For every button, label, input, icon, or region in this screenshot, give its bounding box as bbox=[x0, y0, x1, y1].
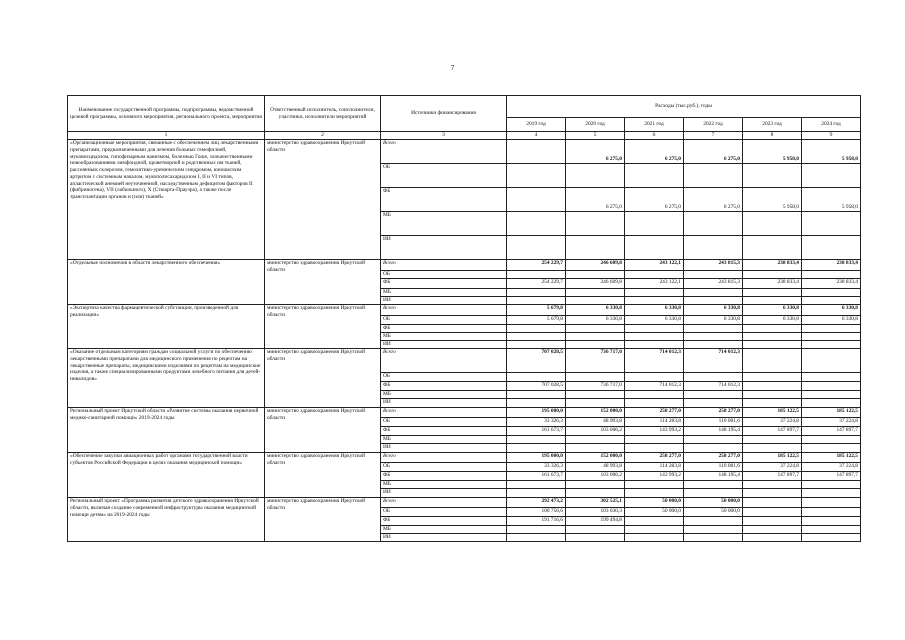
amount-cell bbox=[684, 373, 743, 382]
amount-cell bbox=[625, 373, 684, 382]
amount-cell bbox=[802, 212, 861, 236]
amount-cell bbox=[802, 382, 861, 391]
funding-source: МБ bbox=[381, 436, 507, 444]
amount-cell bbox=[625, 297, 684, 305]
table-row bbox=[68, 349, 861, 373]
amount-cell bbox=[684, 526, 743, 534]
funding-source: ФБ bbox=[381, 427, 507, 436]
amount-cell: 258 277,0 bbox=[684, 453, 743, 463]
amount-cell bbox=[507, 333, 566, 341]
amount-cell bbox=[743, 333, 802, 341]
funding-source: ОБ bbox=[381, 463, 507, 472]
amount-cell bbox=[684, 534, 743, 542]
amount-cell bbox=[507, 236, 566, 260]
funding-source: ФБ bbox=[381, 188, 507, 212]
amount-cell: 195 000,0 bbox=[507, 408, 566, 418]
amount-cell bbox=[625, 236, 684, 260]
funding-source: МБ bbox=[381, 481, 507, 489]
amount-cell bbox=[507, 164, 566, 188]
amount-cell: 185 122,5 bbox=[743, 453, 802, 463]
funding-source: ФБ bbox=[381, 472, 507, 481]
amount-cell bbox=[743, 297, 802, 305]
amount-cell: 6 330,8 bbox=[625, 316, 684, 325]
amount-cell bbox=[802, 297, 861, 305]
amount-cell bbox=[743, 399, 802, 408]
amount-cell: 33 326,3 bbox=[507, 418, 566, 427]
amount-cell bbox=[566, 325, 625, 333]
funding-source: ИИ bbox=[381, 297, 507, 305]
table-body bbox=[68, 140, 861, 542]
amount-cell bbox=[802, 373, 861, 382]
amount-cell bbox=[684, 289, 743, 297]
amount-cell bbox=[566, 164, 625, 188]
amount-cell: 50 000,0 bbox=[684, 498, 743, 508]
funding-source: ИИ bbox=[381, 236, 507, 260]
col-number: 4 bbox=[507, 132, 566, 140]
table-row bbox=[68, 140, 861, 164]
amount-cell: 103 006,2 bbox=[566, 427, 625, 436]
funding-source: ОБ bbox=[381, 418, 507, 427]
amount-cell bbox=[743, 508, 802, 517]
financing-table bbox=[67, 95, 861, 542]
amount-cell: 243 815,3 bbox=[684, 279, 743, 289]
amount-cell bbox=[566, 534, 625, 542]
amount-cell: 148 195,4 bbox=[684, 427, 743, 436]
funding-source: ОБ bbox=[381, 316, 507, 325]
col-number: 6 bbox=[625, 132, 684, 140]
amount-cell: 238 833,4 bbox=[743, 260, 802, 271]
amount-cell bbox=[566, 489, 625, 498]
amount-cell: 147 897,7 bbox=[802, 427, 861, 436]
amount-cell bbox=[684, 325, 743, 333]
amount-cell bbox=[743, 444, 802, 453]
amount-cell: 147 897,7 bbox=[743, 472, 802, 481]
measure-name: «Организационные мероприятия, связанные с обеспечением лиц лекарственными препаратами, предназначенными для лечения больных гемофилией, муковисцидозом, гипофизарным нанизмом, болезнью Гоше, злокачественными новообразованиями лимфоидной, кроветворной и родственных им тканей, рассеянным склерозом, гемолитико-уремическим синдромом, юношеским артритом с системным началом, мукополисахаридозом I, II и VI типов, апластической анемией неуточненной, наследственным дефицитом факторов II (фибриногена), VII (лабильного), X (Стюарта-Прауэра), а также после трансплантации органов и (или) тканей» bbox=[68, 140, 265, 260]
amount-cell bbox=[743, 489, 802, 498]
amount-cell bbox=[802, 526, 861, 534]
amount-cell bbox=[625, 526, 684, 534]
amount-cell bbox=[743, 391, 802, 399]
amount-cell bbox=[802, 399, 861, 408]
amount-cell: 195 000,0 bbox=[507, 453, 566, 463]
amount-cell bbox=[743, 373, 802, 382]
amount-cell: 243 122,1 bbox=[625, 279, 684, 289]
amount-cell: 114 283,8 bbox=[625, 418, 684, 427]
amount-cell: 714 012,3 bbox=[684, 349, 743, 373]
col-number: 9 bbox=[802, 132, 861, 140]
amount-cell: 5 679,8 bbox=[507, 305, 566, 316]
amount-cell bbox=[625, 534, 684, 542]
amount-cell: 5 958,0 bbox=[743, 140, 802, 164]
amount-cell bbox=[684, 489, 743, 498]
funding-source: МБ bbox=[381, 333, 507, 341]
amount-cell bbox=[684, 212, 743, 236]
amount-cell bbox=[625, 399, 684, 408]
amount-cell bbox=[684, 391, 743, 399]
amount-cell: 50 000,0 bbox=[625, 498, 684, 508]
amount-cell: 114 283,8 bbox=[625, 463, 684, 472]
amount-cell bbox=[802, 481, 861, 489]
amount-cell: 238 833,4 bbox=[802, 260, 861, 271]
amount-cell bbox=[507, 534, 566, 542]
amount-cell bbox=[802, 325, 861, 333]
funding-source: ОБ bbox=[381, 373, 507, 382]
funding-source: ИИ bbox=[381, 341, 507, 349]
amount-cell: 185 122,5 bbox=[743, 408, 802, 418]
amount-cell: 148 195,4 bbox=[684, 472, 743, 481]
funding-source: ИИ bbox=[381, 444, 507, 453]
amount-cell bbox=[743, 289, 802, 297]
measure-name: «Обеспечение закупки авиационных работ органами государственной власти субъектов Российской Федерации в целях оказания медицинской помощи» bbox=[68, 453, 265, 498]
amount-cell: 243 815,3 bbox=[684, 260, 743, 271]
amount-cell: 5 958,0 bbox=[802, 140, 861, 164]
amount-cell: 161 673,7 bbox=[507, 427, 566, 436]
amount-cell bbox=[566, 526, 625, 534]
col-number: 8 bbox=[743, 132, 802, 140]
amount-cell bbox=[743, 236, 802, 260]
amount-cell: 185 122,5 bbox=[802, 408, 861, 418]
header-year: 2020 год bbox=[566, 118, 625, 132]
amount-cell bbox=[625, 481, 684, 489]
amount-cell bbox=[507, 271, 566, 279]
funding-source: Всего bbox=[381, 305, 507, 316]
amount-cell bbox=[684, 271, 743, 279]
amount-cell bbox=[743, 325, 802, 333]
amount-cell bbox=[802, 534, 861, 542]
amount-cell: 147 897,7 bbox=[802, 472, 861, 481]
amount-cell: 100 756,6 bbox=[507, 508, 566, 517]
header-source: Источники финансирования bbox=[381, 96, 507, 132]
amount-cell: 258 277,0 bbox=[625, 453, 684, 463]
amount-cell bbox=[802, 236, 861, 260]
executor: министерство здравоохранения Иркутской области bbox=[265, 498, 381, 542]
amount-cell bbox=[507, 341, 566, 349]
funding-source: МБ bbox=[381, 526, 507, 534]
funding-source: ОБ bbox=[381, 164, 507, 188]
amount-cell bbox=[507, 297, 566, 305]
amount-cell: 6 330,8 bbox=[802, 305, 861, 316]
amount-cell bbox=[684, 297, 743, 305]
amount-cell: 707 028,5 bbox=[507, 349, 566, 373]
amount-cell bbox=[625, 333, 684, 341]
header-expenses: Расходы (тыс.руб.), годы bbox=[507, 96, 861, 118]
amount-cell bbox=[566, 481, 625, 489]
col-number: 7 bbox=[684, 132, 743, 140]
amount-cell bbox=[684, 236, 743, 260]
amount-cell: 707 028,5 bbox=[507, 382, 566, 391]
amount-cell: 147 897,7 bbox=[743, 427, 802, 436]
amount-cell: 37 224,8 bbox=[743, 418, 802, 427]
amount-cell bbox=[625, 164, 684, 188]
funding-source: МБ bbox=[381, 391, 507, 399]
amount-cell bbox=[743, 341, 802, 349]
amount-cell bbox=[625, 517, 684, 526]
funding-source: ИИ bbox=[381, 489, 507, 498]
amount-cell bbox=[743, 382, 802, 391]
amount-cell bbox=[684, 444, 743, 453]
funding-source: ОБ bbox=[381, 508, 507, 517]
page-number: 7 bbox=[450, 64, 455, 72]
amount-cell: 5 958,0 bbox=[802, 188, 861, 212]
table-row bbox=[68, 305, 861, 316]
amount-cell: 6 330,8 bbox=[802, 316, 861, 325]
amount-cell bbox=[625, 444, 684, 453]
amount-cell: 238 833,4 bbox=[802, 279, 861, 289]
amount-cell: 143 993,2 bbox=[625, 427, 684, 436]
amount-cell: 110 081,6 bbox=[684, 463, 743, 472]
amount-cell bbox=[802, 341, 861, 349]
header-name: Наименование государственной программы, подпрограммы, ведомственной целевой программы, основного мероприятия, регионального проекта, мероприятия bbox=[68, 96, 265, 132]
amount-cell: 191 716,6 bbox=[507, 517, 566, 526]
amount-cell: 6 330,8 bbox=[566, 316, 625, 325]
amount-cell bbox=[802, 164, 861, 188]
amount-cell bbox=[802, 498, 861, 508]
amount-cell bbox=[507, 436, 566, 444]
amount-cell: 246 609,8 bbox=[566, 260, 625, 271]
header-year: 2023 год bbox=[743, 118, 802, 132]
amount-cell bbox=[743, 498, 802, 508]
amount-cell bbox=[507, 289, 566, 297]
header-year: 2022 год bbox=[684, 118, 743, 132]
col-number: 2 bbox=[265, 132, 381, 140]
amount-cell: 258 277,0 bbox=[625, 408, 684, 418]
measure-name: «Отдельные полномочия в области лекарственного обеспечения» bbox=[68, 260, 265, 305]
amount-cell: 37 224,8 bbox=[802, 418, 861, 427]
header-year: 2019 год bbox=[507, 118, 566, 132]
amount-cell: 302 525,1 bbox=[566, 498, 625, 508]
amount-cell: 6 275,0 bbox=[566, 140, 625, 164]
amount-cell: 246 609,8 bbox=[566, 279, 625, 289]
funding-source: Всего bbox=[381, 349, 507, 373]
amount-cell bbox=[566, 289, 625, 297]
amount-cell: 292 473,2 bbox=[507, 498, 566, 508]
amount-cell bbox=[507, 391, 566, 399]
amount-cell bbox=[684, 341, 743, 349]
amount-cell bbox=[507, 526, 566, 534]
amount-cell bbox=[684, 517, 743, 526]
amount-cell: 152 000,0 bbox=[566, 408, 625, 418]
amount-cell: 6 275,0 bbox=[625, 140, 684, 164]
amount-cell bbox=[684, 481, 743, 489]
amount-cell bbox=[566, 333, 625, 341]
table-row bbox=[68, 408, 861, 418]
amount-cell bbox=[802, 349, 861, 373]
amount-cell bbox=[802, 489, 861, 498]
amount-cell: 6 275,0 bbox=[684, 140, 743, 164]
funding-source: Всего bbox=[381, 260, 507, 271]
executor: министерство здравоохранения Иркутской области bbox=[265, 140, 381, 260]
funding-source: ФБ bbox=[381, 279, 507, 289]
amount-cell bbox=[566, 391, 625, 399]
amount-cell bbox=[743, 212, 802, 236]
amount-cell bbox=[743, 164, 802, 188]
funding-source: ОБ bbox=[381, 271, 507, 279]
amount-cell: 5 958,0 bbox=[743, 188, 802, 212]
amount-cell bbox=[566, 212, 625, 236]
amount-cell bbox=[566, 341, 625, 349]
header-executor: Ответственный исполнитель, соисполнители, участники, исполнители мероприятий bbox=[265, 96, 381, 132]
funding-source: МБ bbox=[381, 212, 507, 236]
amount-cell: 152 000,0 bbox=[566, 453, 625, 463]
amount-cell: 6 275,0 bbox=[625, 188, 684, 212]
amount-cell bbox=[743, 526, 802, 534]
measure-name: Региональный проект Иркутской области «Развитие системы оказания первичной медико-санитарной помощи» 2019-2024 годы bbox=[68, 408, 265, 453]
amount-cell bbox=[625, 341, 684, 349]
amount-cell bbox=[802, 436, 861, 444]
amount-cell bbox=[743, 271, 802, 279]
executor: министерство здравоохранения Иркутской области bbox=[265, 408, 381, 453]
funding-source: ИИ bbox=[381, 399, 507, 408]
amount-cell bbox=[507, 444, 566, 453]
amount-cell bbox=[507, 140, 566, 164]
amount-cell: 143 993,2 bbox=[625, 472, 684, 481]
funding-source: ФБ bbox=[381, 382, 507, 391]
executor: министерство здравоохранения Иркутской области bbox=[265, 305, 381, 349]
amount-cell: 714 012,3 bbox=[625, 382, 684, 391]
amount-cell: 714 012,3 bbox=[625, 349, 684, 373]
measure-name: «Экспертиза качества фармацевтической субстанции, произведенной для реализации» bbox=[68, 305, 265, 349]
amount-cell bbox=[507, 188, 566, 212]
amount-cell: 33 326,3 bbox=[507, 463, 566, 472]
amount-cell: 6 330,8 bbox=[743, 316, 802, 325]
amount-cell: 6 330,8 bbox=[684, 305, 743, 316]
amount-cell bbox=[625, 436, 684, 444]
amount-cell bbox=[743, 481, 802, 489]
amount-cell bbox=[684, 399, 743, 408]
amount-cell bbox=[566, 236, 625, 260]
executor: министерство здравоохранения Иркутской области bbox=[265, 260, 381, 305]
amount-cell: 258 277,0 bbox=[684, 408, 743, 418]
executor: министерство здравоохранения Иркутской области bbox=[265, 453, 381, 498]
amount-cell bbox=[566, 271, 625, 279]
executor: министерство здравоохранения Иркутской области bbox=[265, 349, 381, 408]
funding-source: ИИ bbox=[381, 534, 507, 542]
amount-cell bbox=[802, 289, 861, 297]
amount-cell bbox=[507, 325, 566, 333]
amount-cell: 238 833,4 bbox=[743, 279, 802, 289]
amount-cell: 37 224,8 bbox=[802, 463, 861, 472]
amount-cell bbox=[743, 517, 802, 526]
amount-cell: 48 993,8 bbox=[566, 463, 625, 472]
amount-cell: 161 673,7 bbox=[507, 472, 566, 481]
amount-cell: 736 717,0 bbox=[566, 382, 625, 391]
amount-cell: 103 006,2 bbox=[566, 472, 625, 481]
amount-cell bbox=[802, 508, 861, 517]
funding-source: ФБ bbox=[381, 325, 507, 333]
table-row bbox=[68, 453, 861, 463]
funding-source: Всего bbox=[381, 453, 507, 463]
amount-cell: 5 679,8 bbox=[507, 316, 566, 325]
amount-cell bbox=[507, 212, 566, 236]
amount-cell bbox=[743, 436, 802, 444]
amount-cell: 50 000,0 bbox=[684, 508, 743, 517]
amount-cell bbox=[802, 391, 861, 399]
amount-cell bbox=[625, 212, 684, 236]
amount-cell bbox=[566, 297, 625, 305]
measure-name: Региональный проект «Программа развития детского здравоохранения Иркутской области, включая создание современной инфраструктуры оказания медицинской помощи детям» на 2019-2024 годы bbox=[68, 498, 265, 542]
amount-cell bbox=[507, 489, 566, 498]
amount-cell bbox=[684, 436, 743, 444]
header-year: 2024 год bbox=[802, 118, 861, 132]
amount-cell bbox=[802, 444, 861, 453]
funding-source: Всего bbox=[381, 498, 507, 508]
amount-cell: 110 081,6 bbox=[684, 418, 743, 427]
funding-source: МБ bbox=[381, 289, 507, 297]
amount-cell: 185 122,5 bbox=[802, 453, 861, 463]
col-number: 5 bbox=[566, 132, 625, 140]
funding-source: ФБ bbox=[381, 517, 507, 526]
amount-cell bbox=[507, 481, 566, 489]
amount-cell: 6 275,0 bbox=[684, 188, 743, 212]
amount-cell: 199 494,8 bbox=[566, 517, 625, 526]
amount-cell bbox=[566, 399, 625, 408]
amount-cell: 6 330,8 bbox=[743, 305, 802, 316]
amount-cell: 254 229,7 bbox=[507, 279, 566, 289]
amount-cell bbox=[566, 373, 625, 382]
amount-cell: 6 330,8 bbox=[684, 316, 743, 325]
header-year: 2021 год bbox=[625, 118, 684, 132]
funding-source: Всего bbox=[381, 408, 507, 418]
amount-cell bbox=[802, 271, 861, 279]
amount-cell bbox=[507, 399, 566, 408]
amount-cell bbox=[802, 333, 861, 341]
amount-cell bbox=[566, 444, 625, 453]
amount-cell bbox=[625, 325, 684, 333]
amount-cell bbox=[684, 333, 743, 341]
amount-cell bbox=[684, 164, 743, 188]
table-row bbox=[68, 498, 861, 508]
funding-source: Всего bbox=[381, 140, 507, 164]
amount-cell: 736 717,0 bbox=[566, 349, 625, 373]
amount-cell: 103 030,3 bbox=[566, 508, 625, 517]
measure-name: «Оказание отдельным категориям граждан социальной услуги по обеспечению лекарственными препаратами для медицинского применения по рецептам на лекарственные препараты, медицинскими изделиями по рецептам на медицинские изделия, а также специализированными продуктами лечебного питания для детей-инвалидов» bbox=[68, 349, 265, 408]
amount-cell: 37 224,8 bbox=[743, 463, 802, 472]
amount-cell: 48 993,8 bbox=[566, 418, 625, 427]
amount-cell: 243 122,1 bbox=[625, 260, 684, 271]
amount-cell bbox=[743, 534, 802, 542]
amount-cell: 6 330,8 bbox=[625, 305, 684, 316]
amount-cell: 714 012,3 bbox=[684, 382, 743, 391]
amount-cell: 50 000,0 bbox=[625, 508, 684, 517]
amount-cell bbox=[625, 489, 684, 498]
amount-cell bbox=[566, 436, 625, 444]
amount-cell: 254 229,7 bbox=[507, 260, 566, 271]
amount-cell bbox=[743, 349, 802, 373]
amount-cell bbox=[625, 271, 684, 279]
amount-cell bbox=[507, 373, 566, 382]
amount-cell bbox=[625, 289, 684, 297]
amount-cell bbox=[625, 391, 684, 399]
amount-cell: 6 330,8 bbox=[566, 305, 625, 316]
amount-cell bbox=[802, 517, 861, 526]
col-number: 1 bbox=[68, 132, 265, 140]
table-row bbox=[68, 260, 861, 271]
amount-cell: 6 275,0 bbox=[566, 188, 625, 212]
col-number: 3 bbox=[381, 132, 507, 140]
